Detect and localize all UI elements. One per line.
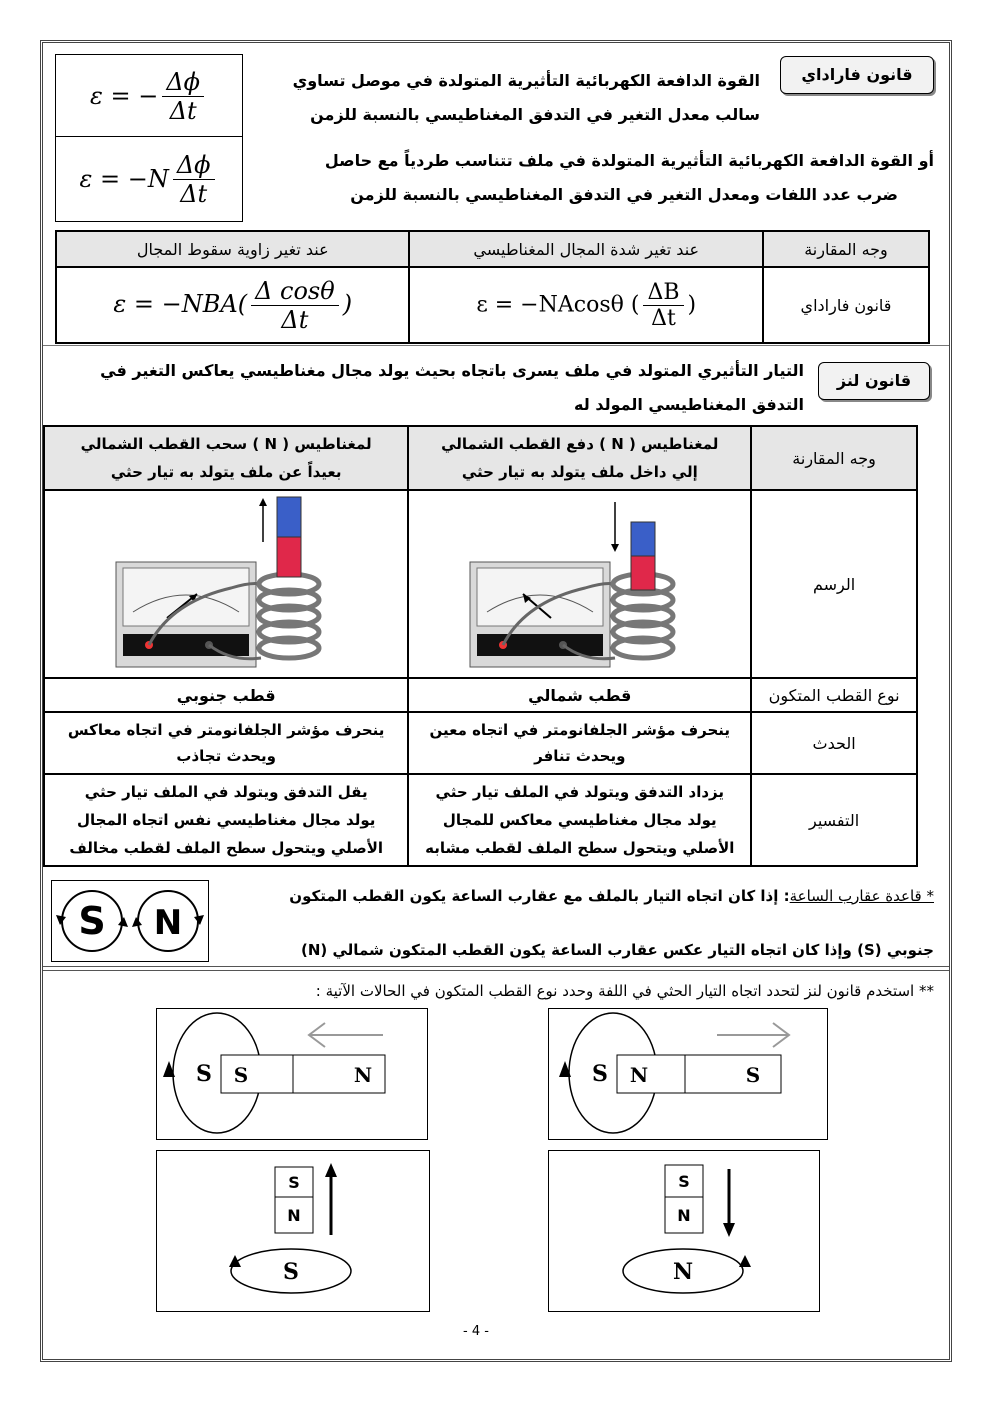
angle-denominator: Δt xyxy=(281,305,309,334)
event-pull xyxy=(44,712,408,774)
section-divider-2 xyxy=(43,966,949,971)
clock-rule-text xyxy=(220,882,934,964)
magnet-left-half xyxy=(617,1055,685,1093)
faraday-def1-line1: القوة الدافعة الكهربائية التأثيرية المتولدة في موصل تساوي xyxy=(292,71,760,90)
counterclockwise-arrow-icon-2 xyxy=(194,915,204,925)
current-arrow-icon xyxy=(229,1255,241,1267)
coil-pole-label: N xyxy=(672,1259,694,1285)
eq2-numerator: Δϕ xyxy=(173,151,215,180)
lenz-title: قانون لنز xyxy=(836,371,912,390)
field-denominator: Δt xyxy=(651,305,676,331)
south-pole-letter: S xyxy=(78,899,106,943)
magnet-south-half xyxy=(277,497,301,537)
field-rhs: ) xyxy=(687,292,697,317)
explain-pull-line3: الأصلي ويتحول سطح الملف لقطب مخالف xyxy=(69,839,384,857)
magnet-north-half xyxy=(631,556,655,590)
lenz-title-scroll xyxy=(818,362,930,400)
section-divider-1 xyxy=(43,345,949,346)
coil-pole-label: S xyxy=(196,1061,212,1087)
push-magnet-coil-diagram xyxy=(465,492,695,672)
magnet-left-label: N xyxy=(629,1063,649,1087)
case2-diagram xyxy=(549,1009,827,1139)
lenz-row-explain: التفسير xyxy=(751,774,917,866)
angle-lhs: ε = −NBA( xyxy=(113,289,248,318)
clockwise-arrow-icon-2 xyxy=(118,917,128,927)
motion-arrowhead xyxy=(325,1163,337,1177)
coil-pole-label: S xyxy=(592,1061,608,1087)
magnet-top-label: S xyxy=(678,1172,690,1191)
explain-push xyxy=(408,774,751,866)
faraday-equation-1 xyxy=(55,54,243,138)
clock-rule-icons xyxy=(52,881,208,961)
lenz-head-compare: وجه المقارنة xyxy=(751,426,917,490)
eq2-lhs: ε = −N xyxy=(79,165,169,193)
explain-pull-line1: يقل التدفق ويتولد في الملف تيار حثي xyxy=(84,783,368,801)
lenz-def-line1: التيار التأثيري المتولد في ملف يسرى باتجاه بحيث يولد مجال مغناطيسي يعاكس التغير في xyxy=(100,361,804,380)
current-arrow-icon xyxy=(739,1255,751,1267)
explain-push-line2: يولد مجال مغناطيسي معاكس للمجال xyxy=(442,811,717,829)
event-push-line1: ينحرف مؤشر الجلفانومتر في اتجاه معين xyxy=(429,721,731,739)
explain-pull-line2: يولد مجال مغناطيسي نفس اتجاه المجال xyxy=(76,811,376,829)
clock-rule-title: * قاعدة عقارب الساعة xyxy=(789,887,934,905)
clockwise-arrow-icon xyxy=(56,915,66,925)
magnet-right-label: N xyxy=(353,1063,373,1087)
coil xyxy=(259,574,319,658)
galvanometer-dial xyxy=(123,568,249,626)
eq1-denominator: Δt xyxy=(169,96,197,125)
event-push-line2: ويحدث تنافر xyxy=(534,747,626,765)
event-pull-line2: ويحدث تجاذب xyxy=(176,747,276,765)
magnet-south-half xyxy=(631,522,655,556)
lenz-comparison-table xyxy=(43,425,918,867)
faraday-definition-1 xyxy=(240,64,760,132)
pole-push: قطب شمالي xyxy=(408,678,751,712)
case4-diagram xyxy=(549,1151,819,1311)
lenz-definition xyxy=(72,354,804,422)
eq1-lhs: ε = − xyxy=(89,82,159,110)
faraday-title-scroll xyxy=(780,56,934,94)
exercise-case-4 xyxy=(548,1150,820,1312)
faraday-row-label: قانون فاراداي xyxy=(763,267,929,343)
magnet-left-label: S xyxy=(233,1063,249,1087)
lenz-head-pull-line1: سحب القطب الشمالي ( N ) لمغناطيس xyxy=(80,435,372,453)
motion-arrowhead xyxy=(611,544,619,552)
motion-arrowhead xyxy=(723,1223,735,1237)
eq1-numerator: Δϕ xyxy=(162,68,204,97)
pole-pull: قطب جنوبي xyxy=(44,678,408,712)
faraday-head-field: عند تغير شدة المجال المغناطيسي xyxy=(409,231,763,267)
lenz-head-pull-line2: بعيداً عن ملف يتولد به تيار حثي xyxy=(110,463,342,481)
faraday-title: قانون فاراداي xyxy=(801,65,913,84)
magnet-bottom-label: N xyxy=(677,1206,691,1225)
faraday-comparison-table xyxy=(55,230,930,344)
clock-rule-line1-wrap xyxy=(220,882,934,910)
exercise-case-3 xyxy=(156,1150,430,1312)
magnet-right-label: S xyxy=(745,1063,761,1087)
page-number: - 4 - xyxy=(463,1324,489,1339)
pull-magnet-coil-diagram xyxy=(111,492,341,672)
clock-rule-icon-box xyxy=(51,880,209,962)
faraday-head-angle: عند تغير زاوية سقوط المجال xyxy=(56,231,409,267)
case3-diagram xyxy=(157,1151,429,1311)
motion-arrowhead xyxy=(259,498,267,506)
eq1-fraction xyxy=(162,68,204,125)
lenz-drawing-pull xyxy=(44,490,408,678)
exercise-case-2 xyxy=(548,1008,828,1140)
lenz-head-pull xyxy=(44,426,408,490)
counterclockwise-arrow-icon xyxy=(132,917,142,927)
event-push xyxy=(408,712,751,774)
event-pull-line1: ينحرف مؤشر الجلفانومتر في اتجاه معاكس xyxy=(67,721,385,739)
faraday-equation-2 xyxy=(55,136,243,222)
galvanometer-dial xyxy=(477,568,603,626)
angle-numerator: Δ cosθ xyxy=(251,277,339,306)
clock-rule-line2: جنوبي (S) وإذا كان اتجاه التيار عكس عقارب الساعة يكون القطب المتكون شمالي (N) xyxy=(301,941,934,959)
lenz-row-pole: نوع القطب المتكون xyxy=(751,678,917,712)
field-lhs: ε = −NAcosθ ( xyxy=(476,292,640,317)
lenz-row-event: الحدث xyxy=(751,712,917,774)
angle-rhs: ) xyxy=(342,289,353,318)
magnet-left-half xyxy=(221,1055,293,1093)
explain-pull xyxy=(44,774,408,866)
lenz-head-push-line2: إلي داخل ملف يتولد به تيار حثي xyxy=(461,463,698,481)
clock-rule-line1: : إذا كان اتجاه التيار بالملف مع عقارب الساعة يكون القطب المتكون xyxy=(289,887,790,905)
angle-fraction xyxy=(251,277,339,334)
lenz-head-push-line1: دفع القطب الشمالي ( N ) لمغناطيس xyxy=(441,435,719,453)
exercise-case-1 xyxy=(156,1008,428,1140)
magnet-right-half xyxy=(685,1055,781,1093)
faraday-angle-equation xyxy=(56,267,409,343)
explain-push-line1: يزداد التدفق ويتولد في الملف تيار حثي xyxy=(435,783,725,801)
north-pole-letter: N xyxy=(153,903,183,943)
faraday-def2-line2: ضرب عدد اللفات ومعدل التغير في التدفق المغناطيسي بالنسبة للزمن xyxy=(350,185,898,204)
lenz-drawing-push xyxy=(408,490,751,678)
galvanometer-base xyxy=(123,634,249,656)
coil-pole-label: S xyxy=(283,1259,299,1285)
eq2-fraction xyxy=(173,151,215,208)
field-fraction xyxy=(643,280,683,331)
field-numerator: ΔB xyxy=(643,280,683,306)
faraday-def1-line2: سالب معدل التغير في التدفق المغناطيسي بالنسبة للزمن xyxy=(310,105,760,124)
magnet-top-label: S xyxy=(288,1173,300,1192)
lenz-head-push xyxy=(408,426,751,490)
case1-diagram xyxy=(157,1009,427,1139)
lenz-def-line2: التدفق المغناطيسي المولد له xyxy=(574,395,804,414)
faraday-head-compare: وجه المقارنة xyxy=(763,231,929,267)
magnet-bottom-label: N xyxy=(287,1206,301,1225)
lenz-row-drawing: الرسم xyxy=(751,490,917,678)
eq2-denominator: Δt xyxy=(180,179,208,208)
explain-push-line3: الأصلي ويتحول سطح الملف لقطب مشابه xyxy=(425,839,735,857)
faraday-def2-line1: أو القوة الدافعة الكهربائية التأثيرية المتولدة في ملف تتناسب طردياً مع حاصل xyxy=(324,151,934,170)
faraday-definition-2 xyxy=(262,144,934,212)
faraday-field-equation xyxy=(409,267,763,343)
galvanometer-base xyxy=(477,634,603,656)
exercise-instruction: ** استخدم قانون لنز لتحدد اتجاه التيار الحثي في اللفة وحدد نوع القطب المتكون في الحالات الآتية : xyxy=(315,982,934,1000)
magnet-north-half xyxy=(277,537,301,577)
